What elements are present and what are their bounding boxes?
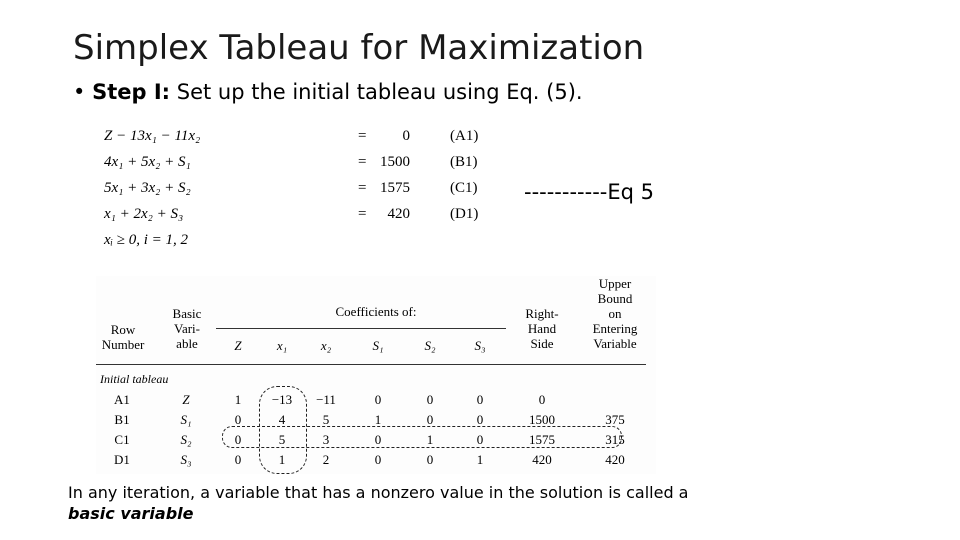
header-rhs-line: Side xyxy=(530,336,554,351)
bullet-marker: • xyxy=(73,80,86,104)
tableau-coef-cell: 5 xyxy=(278,432,286,447)
equation-equals: = xyxy=(358,154,367,170)
equation-system xyxy=(100,128,510,260)
tableau-coef-cell: 5 xyxy=(322,412,330,427)
equation-rhs: 1575 xyxy=(380,180,410,196)
tableau-basic-variable: S₁ xyxy=(180,412,192,427)
footnote-emphasis: basic variable xyxy=(68,504,194,523)
tableau-row-number: C1 xyxy=(114,432,130,447)
tableau-rhs-cell: 1575 xyxy=(529,432,555,447)
tableau-coef-cell: 0 xyxy=(476,412,484,427)
tableau-coef-cell: 0 xyxy=(426,392,434,407)
header-rhs-line: Hand xyxy=(527,321,557,336)
tableau-coef-cell: 0 xyxy=(476,392,484,407)
equation-lhs: x₁ + 2x₂ + S₃ xyxy=(104,206,184,222)
tableau-coef-cell: 0 xyxy=(234,432,242,447)
tableau-row-number: D1 xyxy=(114,452,130,467)
simplex-tableau xyxy=(96,276,656,474)
header-row-number xyxy=(98,322,148,352)
tableau-rhs-cell: 0 xyxy=(538,392,546,407)
header-bound-line: Upper xyxy=(598,276,632,291)
equation-equals: = xyxy=(358,180,367,196)
equation-tag: (D1) xyxy=(450,206,479,222)
header-rule xyxy=(96,364,646,365)
tableau-coef-cell: 1 xyxy=(476,452,484,467)
step-text: Set up the initial tableau using Eq. (5). xyxy=(176,80,583,104)
header-coef-column: x₁ xyxy=(276,338,288,353)
header-bound-line: Bound xyxy=(597,291,633,306)
equation-row xyxy=(100,232,510,256)
header-rhs-line: Right- xyxy=(525,306,559,321)
tableau-coef-cell: 0 xyxy=(374,432,382,447)
tableau-coef-cell: 0 xyxy=(374,392,382,407)
tableau-row-number: B1 xyxy=(114,412,130,427)
tableau-basic-variable: S₂ xyxy=(180,432,192,447)
tableau-bound-cell: 375 xyxy=(605,412,625,427)
header-coef-column: S₁ xyxy=(372,338,384,353)
equation-row xyxy=(100,128,510,152)
equation-row xyxy=(100,206,510,230)
equation-lhs: xᵢ ≥ 0, i = 1, 2 xyxy=(104,232,189,248)
tableau-bound-cell: 315 xyxy=(605,432,625,447)
header-basic-line: able xyxy=(176,336,198,351)
equation-rhs: 0 xyxy=(402,128,410,144)
equation-lhs: 5x₁ + 3x₂ + S₂ xyxy=(104,180,191,196)
header-bound-line: Entering xyxy=(592,321,638,336)
eq5-label: -----------Eq 5 xyxy=(524,180,654,204)
header-basic-line: Basic xyxy=(172,306,202,321)
footnote-text: In any iteration, a variable that has a nonzero value in the solution is called a xyxy=(68,483,689,502)
header-coef-column: x₂ xyxy=(320,338,332,353)
slide-title: Simplex Tableau for Maximization xyxy=(73,28,645,68)
tableau-bound-cell: 420 xyxy=(605,452,625,467)
header-rhs xyxy=(516,306,568,351)
equation-lhs: Z − 13x₁ − 11x₂ xyxy=(104,128,201,144)
tableau-coef-cell: 0 xyxy=(426,452,434,467)
tableau-coef-cell: 2 xyxy=(322,452,330,467)
equation-tag: (B1) xyxy=(450,154,478,170)
tableau-coef-cell: 3 xyxy=(322,432,330,447)
footnote xyxy=(68,482,768,524)
header-coefficients-of: Coefficients of: xyxy=(335,304,417,319)
tableau-coef-cell: 1 xyxy=(426,432,434,447)
header-row-number-line: Number xyxy=(101,337,145,352)
tableau-coef-cell: −11 xyxy=(316,392,336,407)
tableau-coef-cell: 0 xyxy=(234,452,242,467)
tableau-coef-cell: 0 xyxy=(426,412,434,427)
header-basic-line: Vari- xyxy=(174,321,200,336)
tableau-coef-cell: 0 xyxy=(476,432,484,447)
header-coef-column: S₃ xyxy=(474,338,486,353)
step-label: Step I: xyxy=(92,80,171,104)
header-bound-line: on xyxy=(608,306,622,321)
equation-rhs: 420 xyxy=(387,206,410,222)
equation-tag: (C1) xyxy=(450,180,478,196)
header-bound-line: Variable xyxy=(593,336,637,351)
tableau-coef-cell: −13 xyxy=(271,392,293,407)
tableau-rhs-cell: 420 xyxy=(532,452,552,467)
tableau-rhs-cell: 1500 xyxy=(529,412,555,427)
equation-row xyxy=(100,154,510,178)
header-basic-variable xyxy=(164,306,210,351)
coefficients-rule xyxy=(216,328,506,329)
tableau-basic-variable: Z xyxy=(182,392,190,407)
tableau-coef-cell: 1 xyxy=(234,392,242,407)
header-coef-column: S₂ xyxy=(424,338,436,353)
equation-rhs: 1500 xyxy=(380,154,410,170)
equation-tag: (A1) xyxy=(450,128,479,144)
header-row-number-line: Row xyxy=(110,322,136,337)
header-upper-bound xyxy=(582,276,648,351)
step-bullet xyxy=(73,80,583,104)
tableau-coef-cell: 4 xyxy=(278,412,286,427)
equation-row xyxy=(100,180,510,204)
tableau-coef-cell: 0 xyxy=(234,412,242,427)
equation-lhs: 4x₁ + 5x₂ + S₁ xyxy=(104,154,191,170)
tableau-coef-cell: 0 xyxy=(374,452,382,467)
header-coef-column: Z xyxy=(234,338,242,353)
tableau-basic-variable: S₃ xyxy=(180,452,192,467)
initial-tableau-label: Initial tableau xyxy=(100,372,169,386)
tableau-coef-cell: 1 xyxy=(374,412,382,427)
tableau-coef-cell: 1 xyxy=(278,452,286,467)
tableau-row-number: A1 xyxy=(114,392,130,407)
equation-equals: = xyxy=(358,128,367,144)
equation-equals: = xyxy=(358,206,367,222)
